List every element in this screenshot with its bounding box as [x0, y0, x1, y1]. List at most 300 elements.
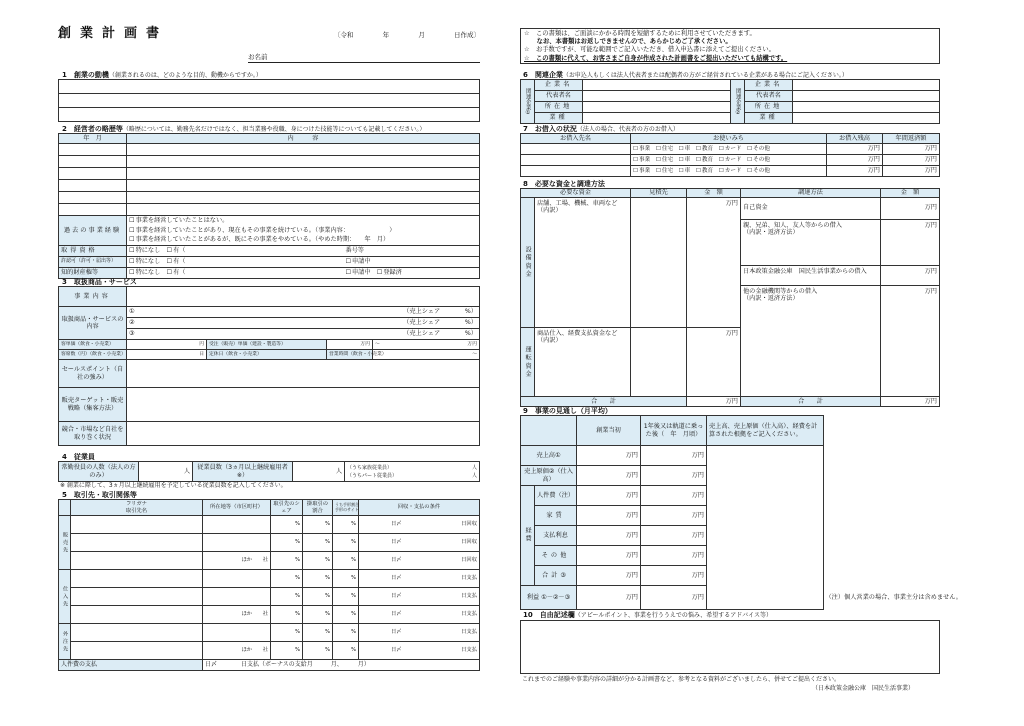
form-row: [59, 388, 480, 422]
checkbox-option[interactable]: ☐ 教育: [696, 157, 713, 163]
form-text: ②: [129, 319, 135, 327]
form-text: 人件費の支払: [61, 660, 98, 668]
form-row: [521, 446, 940, 466]
form-cell[interactable]: [59, 192, 127, 204]
date-suffix: 日作成〕: [453, 31, 480, 39]
form-cell[interactable]: [359, 534, 480, 552]
checkbox-option[interactable]: ☐ 事業: [633, 168, 650, 174]
form-cell[interactable]: [203, 588, 271, 606]
form-row: [59, 94, 480, 108]
form-cell[interactable]: [59, 156, 127, 168]
form-cell: 合 計: [521, 397, 687, 407]
form-row: [59, 192, 480, 204]
form-cell[interactable]: [127, 144, 480, 156]
form-cell[interactable]: %: [333, 588, 359, 606]
form-cell[interactable]: 万円: [687, 327, 741, 396]
form-cell[interactable]: [59, 168, 127, 180]
form-cell[interactable]: 万円: [827, 166, 883, 177]
form-cell[interactable]: %: [333, 642, 359, 660]
form-cell[interactable]: [127, 388, 480, 422]
form-cell[interactable]: 万円: [577, 546, 641, 566]
checkbox-option[interactable]: ☐ 登録済: [377, 269, 402, 276]
form-cell[interactable]: %: [303, 516, 333, 534]
form-text: 日支払: [461, 575, 477, 582]
form-cell[interactable]: 日〆 日支払（ボーナスの支給月 月、 月）: [203, 660, 480, 671]
form-cell: 取扱商品・サービスの内容: [59, 307, 127, 340]
form-cell[interactable]: ほか 社: [203, 642, 271, 660]
form-cell[interactable]: 掛取引の割合: [303, 500, 333, 516]
form-text: （お申込人もしくは法人代表者または配偶者の方がご経営されている企業がある場合にご記入ください。）: [562, 72, 848, 79]
form-cell: 関連企業②: [731, 80, 745, 124]
form-cell: 企業名: [535, 80, 583, 91]
form-cell[interactable]: 万円: [577, 446, 641, 466]
form-cell[interactable]: %: [303, 624, 333, 642]
form-text: 日回収: [461, 521, 477, 528]
form-cell[interactable]: %: [271, 588, 303, 606]
form-cell: 運転資金: [521, 327, 535, 396]
form-row: [521, 144, 940, 155]
form-row: [59, 588, 480, 606]
checkbox-option[interactable]: ☐ 教育: [696, 146, 713, 152]
form-text: 日〆: [391, 611, 402, 618]
checkbox-option[interactable]: ☐ 申請中: [345, 269, 370, 276]
form-text: 親、兄弟、知人、友人等からの借入 （内訳・返済方法）: [741, 220, 880, 266]
form-text: 日〆: [391, 539, 402, 546]
form-cell[interactable]: %: [271, 534, 303, 552]
form-cell[interactable]: 万円: [577, 526, 641, 546]
form-cell[interactable]: [127, 307, 480, 318]
form-cell[interactable]: 万円: [641, 466, 707, 486]
form-cell: 販売先: [59, 516, 71, 570]
form-cell[interactable]: [359, 642, 480, 660]
form-text: 日回収: [461, 557, 477, 564]
form-row: [59, 287, 480, 307]
form-cell: 家賃: [535, 506, 577, 526]
form-cell[interactable]: [127, 257, 480, 268]
checkbox-option[interactable]: ☐ 特になし: [129, 258, 160, 265]
form-text: 日〆: [391, 647, 402, 654]
form-cell[interactable]: [631, 144, 827, 155]
checkbox-option[interactable]: ☐ 特になし: [129, 269, 160, 276]
form-cell[interactable]: 人: [139, 462, 193, 482]
form-cell: 常勤役員の人数（法人の方のみ）: [59, 462, 139, 482]
form-cell: 合 計: [741, 397, 881, 407]
motive-table[interactable]: [58, 79, 480, 122]
form-cell[interactable]: %: [271, 570, 303, 588]
form-cell[interactable]: [59, 204, 127, 216]
form-cell: 売上高、売上原価（仕入高）、経費を計算された根拠をご記入ください。: [707, 416, 824, 446]
form-cell: 1年後又は軌道に乗った後（ 年 月頃）: [641, 416, 707, 446]
form-row: [59, 216, 480, 246]
form-row: [521, 416, 940, 446]
form-cell[interactable]: [127, 192, 480, 204]
checkbox-option[interactable]: ☐ その他: [747, 168, 770, 174]
form-cell[interactable]: %: [303, 552, 333, 570]
name-field[interactable]: [248, 54, 480, 63]
form-cell[interactable]: [631, 155, 827, 166]
form-text: 万円: [881, 198, 939, 220]
form-cell[interactable]: [127, 216, 480, 246]
form-cell[interactable]: %: [271, 624, 303, 642]
form-cell[interactable]: 万円: [883, 144, 940, 155]
form-cell: 定休日（飲食・小売業）: [207, 350, 327, 360]
form-cell[interactable]: 万円: [687, 198, 741, 328]
form-cell[interactable]: [359, 624, 480, 642]
form-cell[interactable]: [59, 180, 127, 192]
form-cell[interactable]: [127, 204, 480, 216]
form-cell[interactable]: [359, 606, 480, 624]
form-cell: 売上高①: [521, 446, 577, 466]
form-cell[interactable]: %: [333, 552, 359, 570]
footer-note: これまでのご経験や事業内容の詳細が分かる計画書など、参考となる資料がございましたら、併せてご提出ください。: [522, 676, 841, 683]
form-cell[interactable]: [583, 80, 731, 91]
form-row: [59, 268, 480, 279]
form-cell[interactable]: [71, 516, 203, 534]
checkbox-option[interactable]: ☐ カード: [719, 168, 742, 174]
form-cell[interactable]: 万円: [577, 486, 641, 506]
employees-table[interactable]: [58, 461, 480, 482]
form-row: [59, 552, 480, 570]
name-label: お名前: [248, 53, 268, 61]
form-cell[interactable]: [793, 80, 940, 91]
form-text: （法人の場合、代表者の方のお借入）: [576, 126, 679, 133]
form-cell[interactable]: ほか 社: [203, 606, 271, 624]
form-row: [59, 108, 480, 122]
form-cell[interactable]: 万円: [641, 546, 707, 566]
form-cell[interactable]: 万円: [641, 446, 707, 466]
form-cell[interactable]: %: [271, 606, 303, 624]
form-cell[interactable]: お借入残高: [827, 134, 883, 144]
form-cell: 代表者名: [535, 91, 583, 102]
form-cell: 関連企業①: [521, 80, 535, 124]
form-cell: 仕入先: [59, 570, 71, 624]
form-row: [59, 80, 480, 94]
related-company-table[interactable]: [520, 79, 940, 124]
form-cell[interactable]: %: [333, 570, 359, 588]
form-cell[interactable]: 万円: [827, 144, 883, 155]
form-row: [59, 307, 480, 318]
form-cell[interactable]: [71, 534, 203, 552]
form-row: [521, 397, 940, 407]
form-cell[interactable]: 万円: [687, 397, 741, 407]
form-cell[interactable]: うち手形割合 手形のサイト: [333, 500, 359, 516]
form-row: [521, 113, 940, 124]
checkbox-option[interactable]: ☐ 住宅: [656, 146, 673, 152]
form-cell[interactable]: [631, 327, 687, 396]
checkbox-option[interactable]: ☐ 事業: [633, 157, 650, 163]
form-cell[interactable]: [59, 94, 480, 108]
form-cell[interactable]: （注）個人営業の場合、事業主分は含めません。: [825, 593, 962, 601]
form-cell[interactable]: 万円: [641, 526, 707, 546]
form-cell[interactable]: [359, 570, 480, 588]
form-cell[interactable]: [881, 198, 940, 397]
form-text: 日〆: [391, 629, 402, 636]
form-row: [521, 198, 940, 328]
form-cell[interactable]: 内 容: [127, 134, 480, 144]
checkbox-option[interactable]: ☐ 住宅: [656, 168, 673, 174]
checkbox-option[interactable]: ☐ その他: [747, 157, 770, 163]
form-cell[interactable]: [583, 113, 731, 124]
form-cell: 過去の事業経験: [59, 216, 127, 246]
notice-line-2: なお、本書類はお返しできませんので、あらかじめご了承ください。: [524, 38, 732, 46]
form-cell[interactable]: 調達方法: [741, 189, 881, 198]
form-row: [59, 134, 480, 144]
form-row: [59, 606, 480, 624]
form-cell[interactable]: 年 月: [59, 134, 127, 144]
form-cell[interactable]: %: [333, 516, 359, 534]
form-cell[interactable]: [71, 642, 203, 660]
products-table[interactable]: [58, 286, 480, 446]
form-cell: [59, 660, 203, 671]
creation-date[interactable]: [334, 32, 480, 39]
form-cell: 客席数（円）（飲食・小売業）: [59, 350, 127, 360]
form-text: 万円: [467, 341, 477, 347]
checkbox-option[interactable]: ☐ 有（: [167, 247, 186, 254]
employees-note: ※ 創業に際して、3ヵ月以上継続雇用を予定している従業員数を記入してください。: [60, 482, 287, 489]
form-cell[interactable]: [373, 340, 480, 350]
form-cell[interactable]: %: [271, 516, 303, 534]
form-cell[interactable]: [741, 198, 881, 397]
form-cell[interactable]: 万円: [883, 166, 940, 177]
funding-table[interactable]: [520, 188, 940, 407]
form-text: 取引先名: [125, 507, 148, 514]
form-cell[interactable]: [631, 166, 827, 177]
form-row: [59, 144, 480, 156]
form-cell[interactable]: 万円: [641, 586, 707, 610]
form-cell[interactable]: [359, 588, 480, 606]
checkbox-option[interactable]: ☐ 車: [679, 146, 691, 152]
form-cell[interactable]: [359, 516, 480, 534]
form-text: 10 自由記述欄: [523, 611, 575, 619]
form-cell: 支払利息: [535, 526, 577, 546]
form-cell[interactable]: [59, 500, 71, 516]
form-cell[interactable]: [59, 108, 480, 122]
checkbox-option[interactable]: ☐ カード: [719, 157, 742, 163]
form-cell[interactable]: %: [271, 642, 303, 660]
form-cell[interactable]: ほか 社: [203, 552, 271, 570]
career-table[interactable]: [58, 133, 480, 279]
form-cell[interactable]: 金 額: [687, 189, 741, 198]
form-cell[interactable]: 日: [127, 350, 207, 360]
form-row: [521, 134, 940, 144]
form-cell[interactable]: [71, 570, 203, 588]
forecast-table[interactable]: [520, 415, 962, 610]
form-cell[interactable]: [127, 287, 480, 307]
form-cell[interactable]: [793, 102, 940, 113]
form-cell[interactable]: お借入先名: [521, 134, 631, 144]
form-text: 日支払: [461, 629, 477, 636]
form-cell[interactable]: 金 額: [881, 189, 940, 198]
form-cell: 設備資金: [521, 198, 535, 328]
form-cell[interactable]: %: [333, 606, 359, 624]
form-cell[interactable]: %: [303, 570, 333, 588]
checkbox-option[interactable]: ☐ カード: [719, 146, 742, 152]
form-cell[interactable]: %: [271, 552, 303, 570]
form-text: 日本政策金融公庫 国民生活事業からの借入: [741, 266, 880, 286]
form-cell[interactable]: [127, 329, 480, 340]
form-cell[interactable]: [583, 91, 731, 102]
form-cell[interactable]: [631, 198, 687, 328]
form-cell[interactable]: [203, 534, 271, 552]
form-text: ③: [129, 330, 135, 338]
form-cell[interactable]: [793, 113, 940, 124]
form-cell[interactable]: [127, 360, 480, 388]
notice-line-3: ☆ お手数ですが、可能な範囲でご記入いただき、借入申込書に添えてご提出ください。: [524, 46, 775, 54]
checkbox-option[interactable]: ☐ 特になし: [129, 247, 160, 254]
form-cell[interactable]: [127, 156, 480, 168]
checkbox-option[interactable]: ☐ 車: [679, 157, 691, 163]
form-cell[interactable]: [359, 552, 480, 570]
form-cell[interactable]: 万円: [641, 566, 707, 586]
form-text: （売上シェア %）: [403, 308, 477, 316]
top-notice: [520, 28, 940, 64]
section-9-title: 9 事業の見通し（月平均）: [523, 407, 612, 415]
form-text: 日〆: [391, 593, 402, 600]
section-10-title: [523, 611, 772, 620]
form-cell[interactable]: [521, 144, 631, 155]
form-cell[interactable]: 所在地等（市区町村）: [203, 500, 271, 516]
form-cell[interactable]: 万円: [577, 506, 641, 526]
form-text: （うちパート従業員）: [347, 472, 398, 479]
form-text: 万円: [924, 288, 937, 295]
form-cell[interactable]: [793, 91, 940, 102]
form-row: [59, 422, 480, 446]
form-row: [521, 102, 940, 113]
form-cell: 取得資格: [59, 246, 127, 257]
form-cell[interactable]: [127, 168, 480, 180]
form-row: [59, 462, 480, 482]
form-cell[interactable]: 必要な資金: [521, 189, 631, 198]
section-3-title: 3 取扱商品・サービス: [62, 278, 137, 286]
form-row: [59, 246, 480, 257]
form-cell[interactable]: [59, 80, 480, 94]
form-cell[interactable]: [521, 166, 631, 177]
form-row: [59, 570, 480, 588]
form-cell[interactable]: 円: [127, 340, 207, 350]
form-cell[interactable]: %: [303, 642, 333, 660]
form-text: 〜: [375, 341, 380, 347]
form-cell[interactable]: 店舗、工場、機械、車両など （内訳）: [535, 198, 631, 328]
checkbox-option[interactable]: ☐ 事業を経営していたことがあるが、既にその事業をやめている。（やめた時期： 年 月）: [129, 235, 477, 245]
form-cell[interactable]: %: [303, 534, 333, 552]
checkbox-option[interactable]: ☐ 住宅: [656, 157, 673, 163]
form-cell: 許認可（許可・届出等）: [59, 257, 127, 268]
form-cell[interactable]: 万円: [827, 155, 883, 166]
form-cell[interactable]: 人: [293, 462, 345, 482]
form-cell[interactable]: [127, 422, 480, 446]
form-text: （売上シェア %）: [403, 330, 477, 338]
form-cell[interactable]: %: [303, 606, 333, 624]
form-text: 2 経営者の略歴等: [62, 125, 123, 133]
form-cell[interactable]: [127, 246, 480, 257]
notice-line-4: ☆ この書類に代えて、お客さまご自身が作成された計画書をご提出いただいても結構です。: [524, 54, 788, 62]
form-cell: 合計③: [535, 566, 577, 586]
checkbox-option[interactable]: ☐ その他: [747, 146, 770, 152]
form-cell: 外注先: [59, 624, 71, 660]
form-cell[interactable]: [203, 570, 271, 588]
form-cell[interactable]: [203, 516, 271, 534]
form-row: [59, 168, 480, 180]
form-cell[interactable]: [127, 268, 480, 279]
form-cell[interactable]: [203, 624, 271, 642]
checkbox-option[interactable]: ☐ 申請中: [345, 258, 370, 265]
form-cell[interactable]: [71, 500, 203, 516]
checkbox-option[interactable]: ☐ 車: [679, 168, 691, 174]
form-cell: 競合・市場など自社を取り巻く状況: [59, 422, 127, 446]
form-cell[interactable]: 万円: [577, 466, 641, 486]
form-text: 番号等: [345, 247, 364, 255]
form-text: [347, 472, 477, 480]
form-text: 万円: [881, 266, 939, 286]
form-cell[interactable]: 万円: [641, 486, 707, 506]
form-cell: 企業名: [745, 80, 793, 91]
form-cell[interactable]: %: [333, 624, 359, 642]
form-cell[interactable]: 万円: [883, 155, 940, 166]
form-cell[interactable]: 年間返済額: [883, 134, 940, 144]
form-cell[interactable]: [127, 180, 480, 192]
form-cell: 客単価（飲食・小売業）: [59, 340, 127, 350]
form-cell[interactable]: [521, 155, 631, 166]
form-title: 創業計画書: [58, 26, 169, 41]
form-cell[interactable]: [345, 462, 480, 482]
borrowing-table[interactable]: [520, 133, 940, 177]
form-row: [59, 257, 480, 268]
form-cell[interactable]: 見積先: [631, 189, 687, 198]
form-cell: 従業員数（3ヵ月以上継続雇用者※）: [193, 462, 293, 482]
form-text: [347, 464, 477, 472]
checkbox-option[interactable]: ☐ 事業を経営していたことはない。: [129, 216, 477, 226]
form-cell[interactable]: [71, 606, 203, 624]
form-cell: 販売ターゲット・販売戦略（集客方法）: [59, 388, 127, 422]
form-cell[interactable]: 万円: [641, 506, 707, 526]
trade-table[interactable]: [58, 499, 480, 671]
form-cell[interactable]: 〜: [373, 350, 480, 360]
form-cell[interactable]: お使いみち: [631, 134, 827, 144]
form-text: 日支払: [461, 593, 477, 600]
form-row: [59, 340, 480, 350]
checkbox-option[interactable]: ☐ 事業: [633, 146, 650, 152]
checkbox-option[interactable]: ☐ 有（: [167, 269, 186, 276]
form-cell[interactable]: [583, 102, 731, 113]
form-cell[interactable]: [71, 552, 203, 570]
form-cell[interactable]: [71, 588, 203, 606]
form-cell[interactable]: [707, 446, 824, 610]
form-cell[interactable]: 万円: [327, 340, 373, 350]
form-row: [59, 500, 480, 516]
form-cell[interactable]: [127, 318, 480, 329]
form-cell: 営業時間（飲食・小売業）: [327, 350, 373, 360]
form-cell[interactable]: 万円: [577, 566, 641, 586]
form-row: [521, 166, 940, 177]
free-text-box[interactable]: [520, 620, 940, 674]
form-cell[interactable]: %: [333, 534, 359, 552]
checkbox-option[interactable]: ☐ 有（: [167, 258, 186, 265]
checkbox-option[interactable]: ☐ 教育: [696, 168, 713, 174]
form-cell[interactable]: [59, 144, 127, 156]
form-cell[interactable]: [71, 624, 203, 642]
form-cell[interactable]: 取引先のシェア: [271, 500, 303, 516]
form-cell[interactable]: 回収・支払の条件: [359, 500, 480, 516]
form-text: （アピールポイント、事業を行ううえでの悩み、希望するアドバイス等）: [574, 612, 773, 619]
form-cell[interactable]: 万円: [577, 586, 641, 610]
form-text: フリガナ: [126, 501, 147, 508]
checkbox-option[interactable]: ☐ 事業を経営していたことがあり、現在もその事業を続けている。（事業内容： ）: [129, 226, 477, 236]
form-cell: 業種: [745, 113, 793, 124]
form-cell[interactable]: 商品仕入、経費支払資金など （内訳）: [535, 327, 631, 396]
form-cell[interactable]: 万円: [881, 397, 940, 407]
form-cell[interactable]: %: [303, 588, 333, 606]
month-label: 月: [418, 31, 425, 39]
